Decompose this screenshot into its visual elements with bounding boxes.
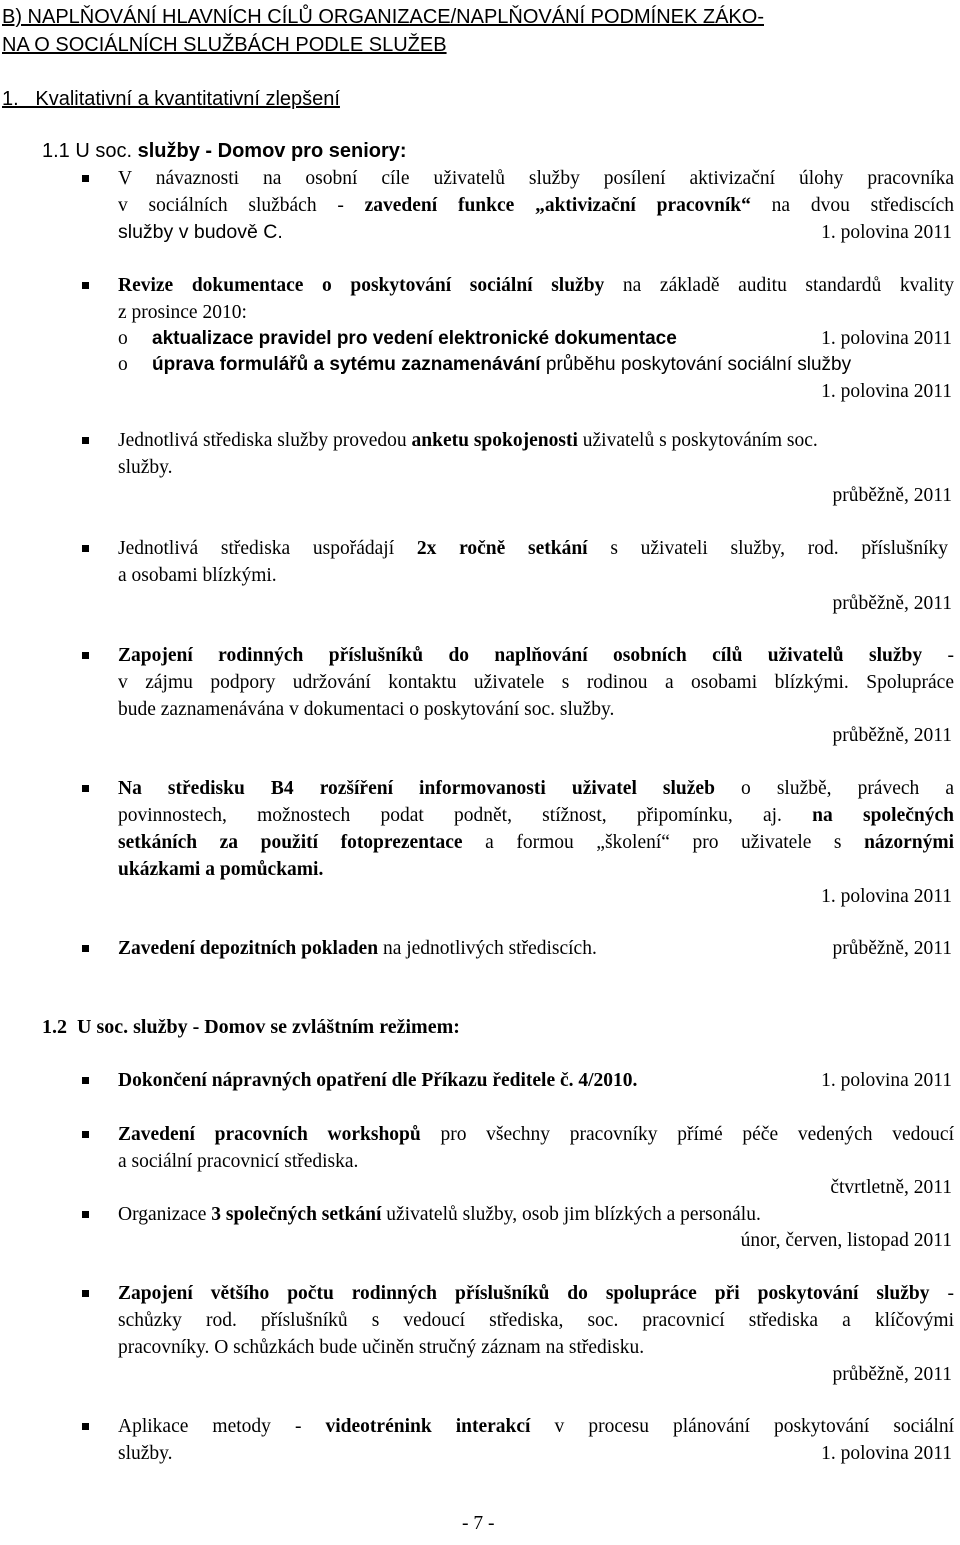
list-item-text: služby. [118,1443,173,1464]
list-item-text: Zavedení pracovních workshopů pro všechny pracovníky přímé péče vedených vedoucí [118,1124,954,1145]
list-item-text: v sociálních službách - zavedení funkce „aktivizační pracovník“ na dvou střediscích [118,195,954,216]
deadline-label: 1. polovina 2011 [821,328,952,349]
page-number: - 7 - [462,1513,495,1534]
list-item-text: v zájmu podpory udržování kontaktu uživatele s rodinou a osobami blízkými. Spolupráce [118,672,954,693]
list-item-text: Dokončení nápravných opatření dle Příkazu ředitele č. 4/2010. [118,1070,638,1091]
sub-bullet-icon: o [118,328,128,349]
chapter-heading-line2: NA O SOCIÁLNÍCH SLUŽBÁCH PODLE SLUŽEB [2,34,447,56]
deadline-label: průběžně, 2011 [832,938,952,959]
bullet-square-icon [82,945,89,952]
bullet-square-icon [82,1290,89,1297]
deadline-label: 1. polovina 2011 [821,1070,952,1091]
sub-bullet-icon: o [118,354,128,375]
sub-item-text: aktualizace pravidel pro vedení elektronické dokumentace [152,328,677,349]
list-item-text: V návaznosti na osobní cíle uživatelů služby posílení aktivizační úlohy pracovníka [118,168,954,189]
list-item-text: Revize dokumentace o poskytování sociální služby na základě auditu standardů kvality [118,275,954,296]
list-item-text: Organizace 3 společných setkání uživatelů služby, osob jim blízkých a personálu. [118,1204,761,1225]
deadline-label: 1. polovina 2011 [821,381,952,402]
list-item-text: Jednotlivá střediska služby provedou anketu spokojenosti uživatelů s poskytováním soc. [118,430,818,451]
list-item-text: povinnostech, možnostech podat podnět, stížnost, připomínku, aj. na společných [118,805,954,826]
subsection-heading-1-1 [42,138,407,164]
list-item-text: Zapojení většího počtu rodinných příslušníků do spolupráce při poskytování služby - [118,1283,954,1304]
list-item-text: služby v budově C. [118,221,283,243]
bullet-square-icon [82,437,89,444]
list-item-text: a osobami blízkými. [118,565,277,586]
deadline-label: 1. polovina 2011 [821,222,952,243]
bullet-square-icon [82,785,89,792]
subsection-title: služby - Domov pro seniory: [137,140,407,162]
deadline-label: 1. polovina 2011 [821,886,952,907]
deadline-label: průběžně, 2011 [832,485,952,506]
deadline-label: 1. polovina 2011 [821,1443,952,1464]
bullet-square-icon [82,175,89,182]
bullet-square-icon [82,1211,89,1218]
list-item-text: ukázkami a pomůckami. [118,859,324,880]
deadline-label: průběžně, 2011 [832,1364,952,1385]
deadline-label: čtvrtletně, 2011 [830,1177,952,1198]
list-item-text: Na středisku B4 rozšíření informovanosti uživatel služeb o službě, právech a [118,778,954,799]
list-item-text: a sociální pracovnicí střediska. [118,1151,359,1172]
deadline-label: únor, červen, listopad 2011 [740,1230,952,1251]
list-item-text: pracovníky. O schůzkách bude učiněn stručný záznam na středisku. [118,1337,645,1358]
deadline-label: průběžně, 2011 [832,593,952,614]
bullet-square-icon [82,545,89,552]
chapter-heading-line1: B) NAPLŇOVÁNÍ HLAVNÍCH CÍLŮ ORGANIZACE/NAPLŇOVÁNÍ PODMÍNEK ZÁKO- [2,6,764,28]
bullet-square-icon [82,1131,89,1138]
list-item-text: schůzky rod. příslušníků s vedoucí střediska, soc. pracovnicí střediska a klíčovými [118,1310,954,1331]
list-item-text: bude zaznamenávána v dokumentaci o poskytování soc. služby. [118,699,615,720]
bullet-square-icon [82,282,89,289]
deadline-label: průběžně, 2011 [832,725,952,746]
subsection-heading-1-2: 1.2 U soc. služby - Domov se zvláštním režimem: [42,1016,460,1038]
list-item-text: z prosince 2010: [118,302,247,323]
bullet-square-icon [82,1077,89,1084]
sub-item-text: úprava formulářů a sytému zaznamenávání průběhu poskytování sociální služby [152,354,852,375]
list-item-text: Zavedení depozitních pokladen na jednotlivých střediscích. [118,938,597,959]
list-item-text: Aplikace metody - videotrénink interakcí v procesu plánování poskytování sociální [118,1416,954,1437]
list-item-text: Zapojení rodinných příslušníků do naplňování osobních cílů uživatelů služby - [118,645,954,666]
section-heading-1: 1. Kvalitativní a kvantitativní zlepšení [2,88,340,110]
list-item-text: služby. [118,457,173,478]
subsection-prefix: 1.1 U soc. [42,140,138,162]
bullet-square-icon [82,1423,89,1430]
list-item-text: Jednotlivá střediska uspořádají 2x ročně setkání s uživateli služby, rod. příslušníky [118,538,948,559]
list-item-text: setkáních za použití fotoprezentace a formou „školení“ pro uživatele s názornými [118,832,954,853]
bullet-square-icon [82,652,89,659]
